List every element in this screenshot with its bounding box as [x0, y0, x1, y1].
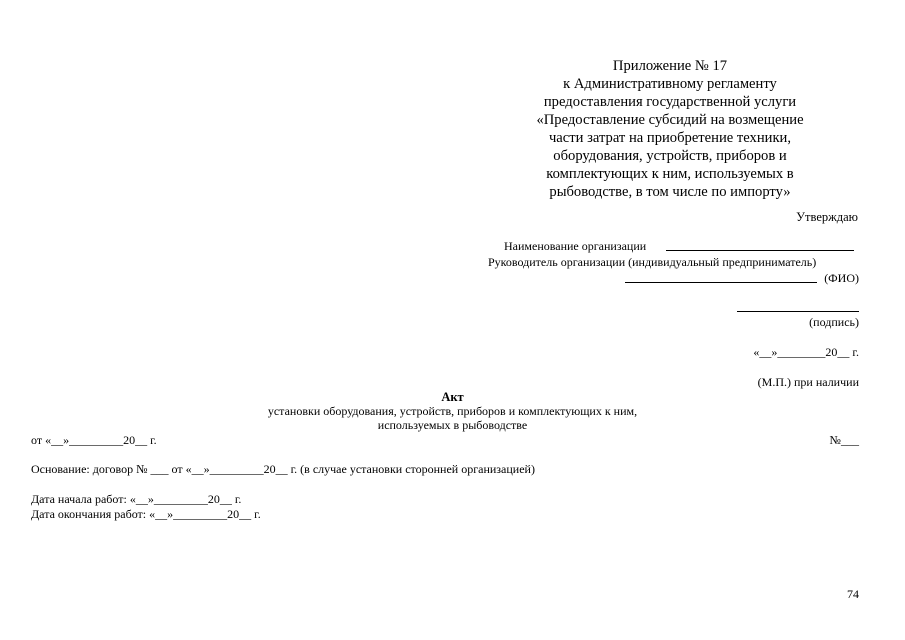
page-number: 74	[847, 587, 859, 601]
appendix-line: к Административному регламенту	[563, 76, 777, 92]
stamp-label: (М.П.) при наличии	[757, 375, 859, 389]
appendix-header	[520, 57, 820, 201]
signature-line	[737, 311, 859, 312]
org-name-label: Наименование организации	[504, 239, 647, 253]
appendix-line: предоставления государственной услуги	[543, 94, 797, 110]
act-subtitle-line: установки оборудования, устройств, приборов и комплектующих к ним,	[267, 404, 638, 418]
act-date: от «__»_________20__ г.	[31, 433, 157, 447]
fio-line	[625, 282, 817, 283]
appendix-line: «Предоставление субсидий на возмещение	[536, 112, 804, 128]
appendix-line: оборудования, устройств, приборов и	[553, 148, 787, 164]
appendix-line: рыбоводстве, в том числе по импорту»	[549, 184, 791, 200]
act-subtitle-line: используемых в рыбоводстве	[377, 418, 528, 432]
fio-label: (ФИО)	[824, 271, 859, 285]
basis-text: Основание: договор № ___ от «__»_________20__ г. (в случае установки сторонней организацией)	[31, 462, 535, 476]
head-label: Руководитель организации (индивидуальный предприниматель)	[488, 255, 817, 269]
org-name-line	[666, 250, 854, 251]
act-number: №___	[829, 433, 859, 447]
approval-date: «__»________20__ г.	[753, 345, 859, 359]
appendix-line: комплектующих к ним, используемых в	[546, 166, 794, 182]
act-title: Акт	[441, 390, 464, 404]
appendix-line: части затрат на приобретение техники,	[548, 130, 792, 146]
appendix-line: Приложение № 17	[612, 58, 728, 74]
end-date-text: Дата окончания работ: «__»_________20__ г.	[31, 507, 261, 521]
start-date-text: Дата начала работ: «__»_________20__ г.	[31, 492, 242, 506]
signature-label: (подпись)	[809, 315, 859, 329]
approve-label: Утверждаю	[796, 210, 858, 224]
